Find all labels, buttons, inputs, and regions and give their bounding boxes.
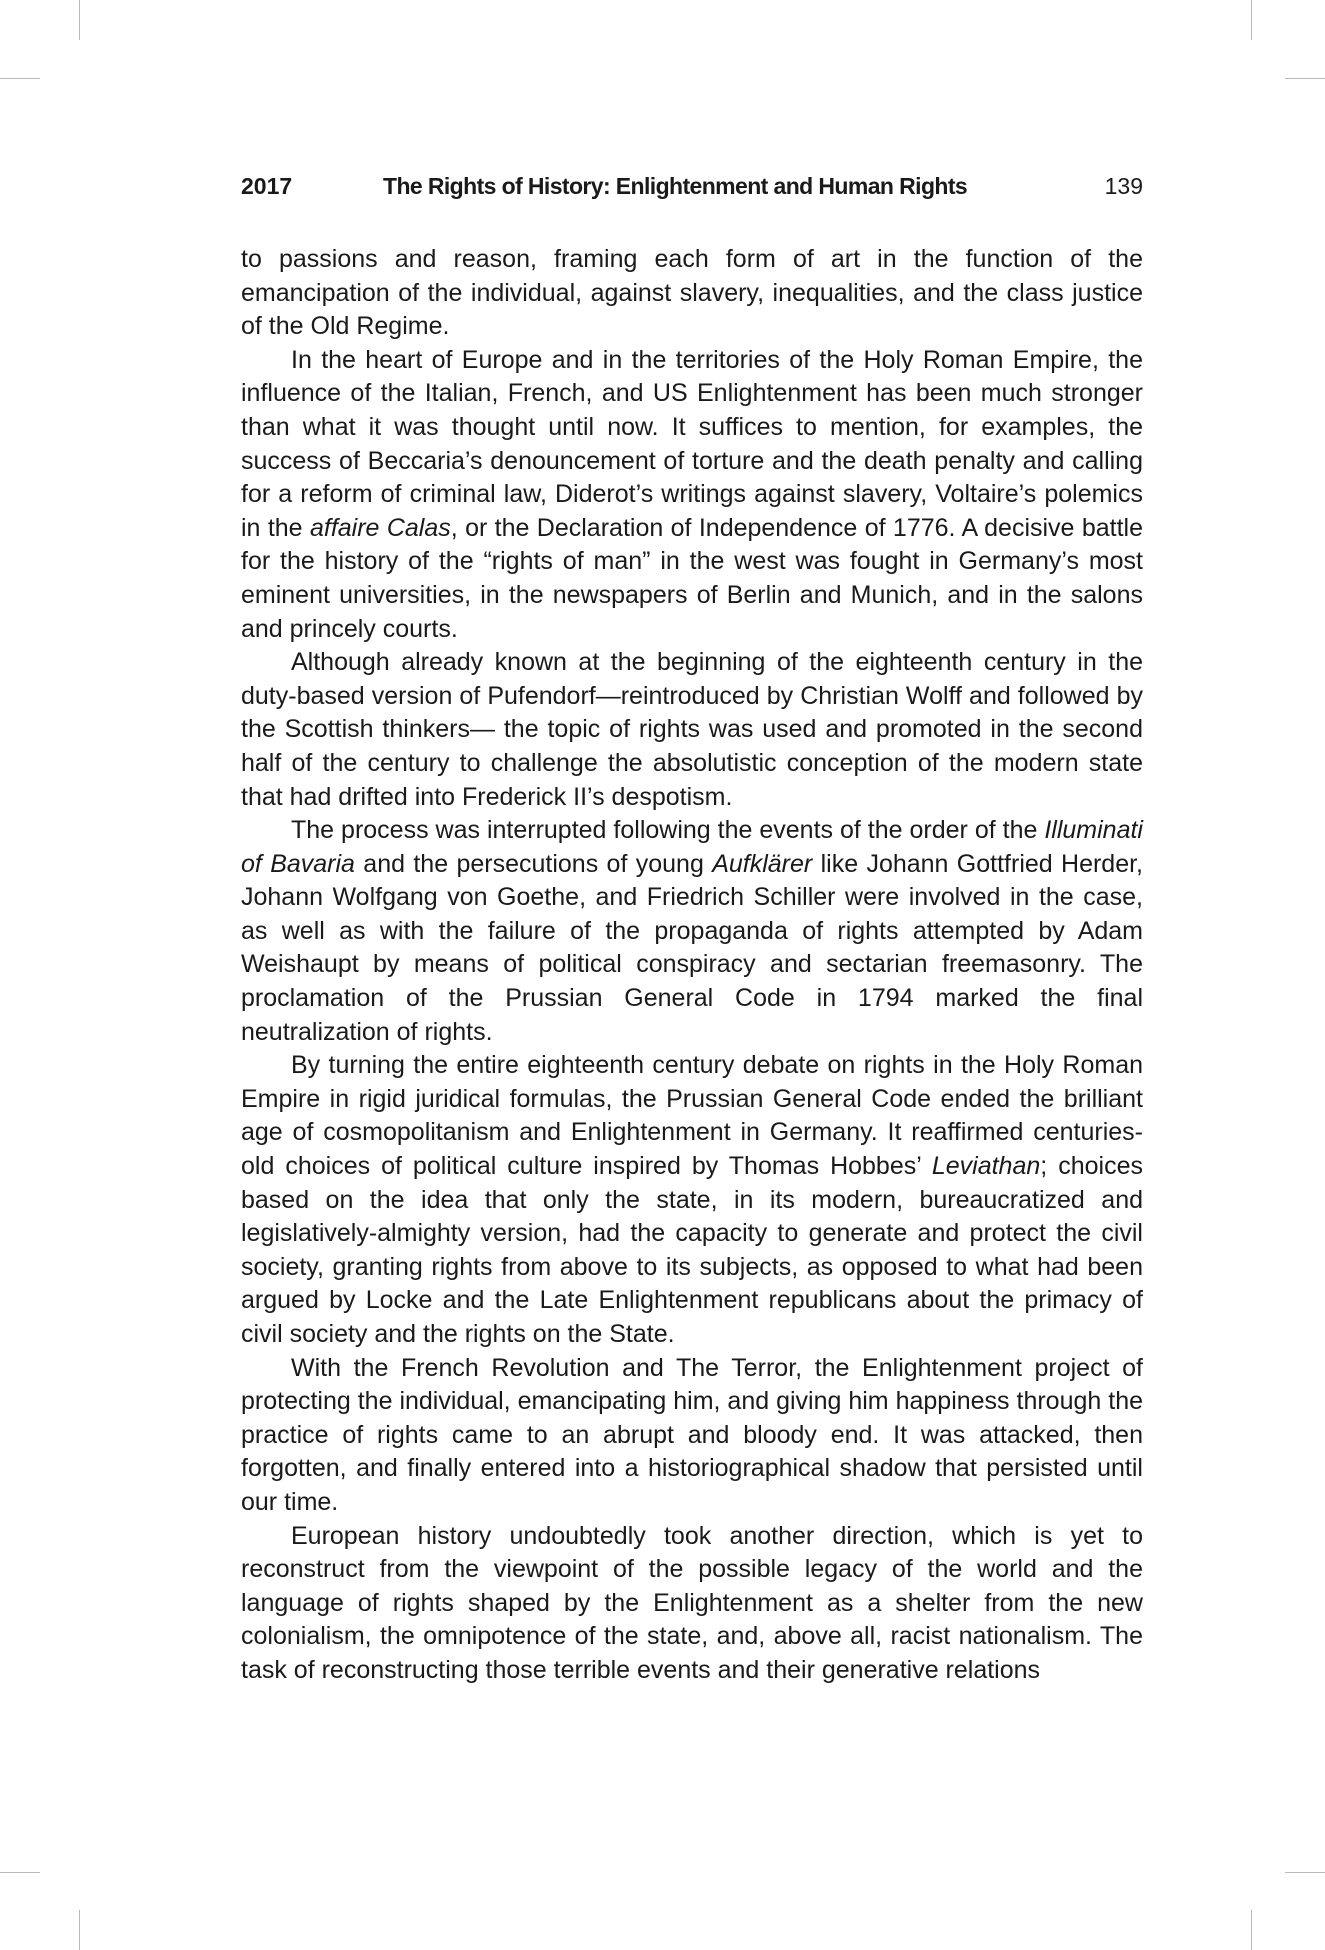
paragraph-text: With the French Revolution and The Terror, the Enlightenment project of protecting the individual, emancipating him, and giving him happiness through the practice of rights came to an abrupt and bloody end. It was attacked, then forgotten, and finally entered into a historiographical shadow that persisted until our time. [241,1353,1143,1516]
crop-mark-top-right-horizontal [1285,78,1325,79]
paragraph-text: European history undoubtedly took another direction, which is yet to reconstruct from the viewpoint of the possible legacy of the world and the language of rights shaped by the Enlightenment as a shelter from the new colonialism, the omnipotence of the state, and, above all, racist nationalism. The task of reconstructing those terrible events and their generative relations [241,1521,1143,1684]
crop-mark-bottom-left-horizontal [0,1872,40,1873]
crop-mark-top-left-horizontal [0,78,40,79]
paragraph [241,814,1143,1049]
page-number: 139 [1104,173,1143,199]
italic-text: Leviathan [931,1152,1041,1181]
paragraph-text: like Johann Gottfried Herder, Johann Wolfgang von Goethe, and Friedrich Schiller were involved in the case, as well as with the failure of the propaganda of rights attempted by Adam Weishaupt by means of political conspiracy and sectarian freemasonry. The proclamation of the Prussian General Code in 1794 marked the final neutralization of rights. [241,849,1144,1046]
paragraph-text: By turning the entire eighteenth century debate on rights in the Holy Roman Empire in rigid juridical formulas, the Prussian General Code ended the brilliant age of cosmopolitanism and Enlightenment in Germany. It reaffirmed centuries-old choices of political culture inspired by Thomas Hobbes’ [241,1051,1143,1181]
paragraph-text: and the persecutions of young [354,849,713,878]
paragraph-text: to passions and reason, framing each form of art in the function of the emancipation of the individual, against slavery, inequalities, and the class justice of the Old Regime. [241,245,1143,341]
paragraph [241,646,1143,814]
paragraph-text: , or the Declaration of Independence of 1776. A decisive battle for the history of the “rights of man” in the west was fought in Germany’s most eminent universities, in the newspapers of Berlin and Munich, and in the salons and princely courts. [241,513,1143,643]
crop-mark-bottom-right-horizontal [1285,1872,1325,1873]
paragraph [241,243,1143,344]
italic-text: Illuminati of Bavaria [241,816,1143,878]
paragraph-text: Although already known at the beginning of the eighteenth century in the duty-based version of Pufendorf—reintroduced by Christian Wolff and followed by the Scottish thinkers— the topic of rights was used and promoted in the second half of the century to challenge the absolutistic conception of the modern state that had drifted into Frederick II’s despotism. [241,648,1143,811]
italic-text: affaire Calas [309,513,451,542]
running-head [241,172,1143,200]
paragraph [241,344,1143,646]
italic-text: Aufklärer [712,849,813,878]
paragraph [241,1049,1143,1351]
crop-mark-top-left-vertical [79,0,80,40]
paragraph-text: ; choices based on the idea that only the state, in its modern, bureaucratized and legislatively-almighty version, had the capacity to generate and protect the civil society, granting rights from above to its subjects, as opposed to what had been argued by Locke and the Late Enlightenment republicans about the primacy of civil society and the rights on the State. [241,1152,1143,1348]
header-title: The Rights of History: Enlightenment and Human Rights [383,173,968,199]
header-year: 2017 [241,173,293,199]
paragraph-text: In the heart of Europe and in the territories of the Holy Roman Empire, the influence of the Italian, French, and US Enlightenment has been much stronger than what it was thought until now. It suffices to mention, for examples, the success of Beccaria’s denouncement of torture and the death penalty and calling for a reform of criminal law, Diderot’s writings against slavery, Voltaire’s polemics in the [241,345,1143,542]
paragraph-text: The process was interrupted following the events of the order of the [291,816,1045,845]
crop-mark-bottom-left-vertical [79,1910,80,1950]
crop-mark-bottom-right-vertical [1251,1910,1252,1950]
paragraph [241,1520,1143,1688]
body-text [241,243,1143,1688]
paragraph [241,1352,1143,1520]
crop-mark-top-right-vertical [1251,0,1252,40]
